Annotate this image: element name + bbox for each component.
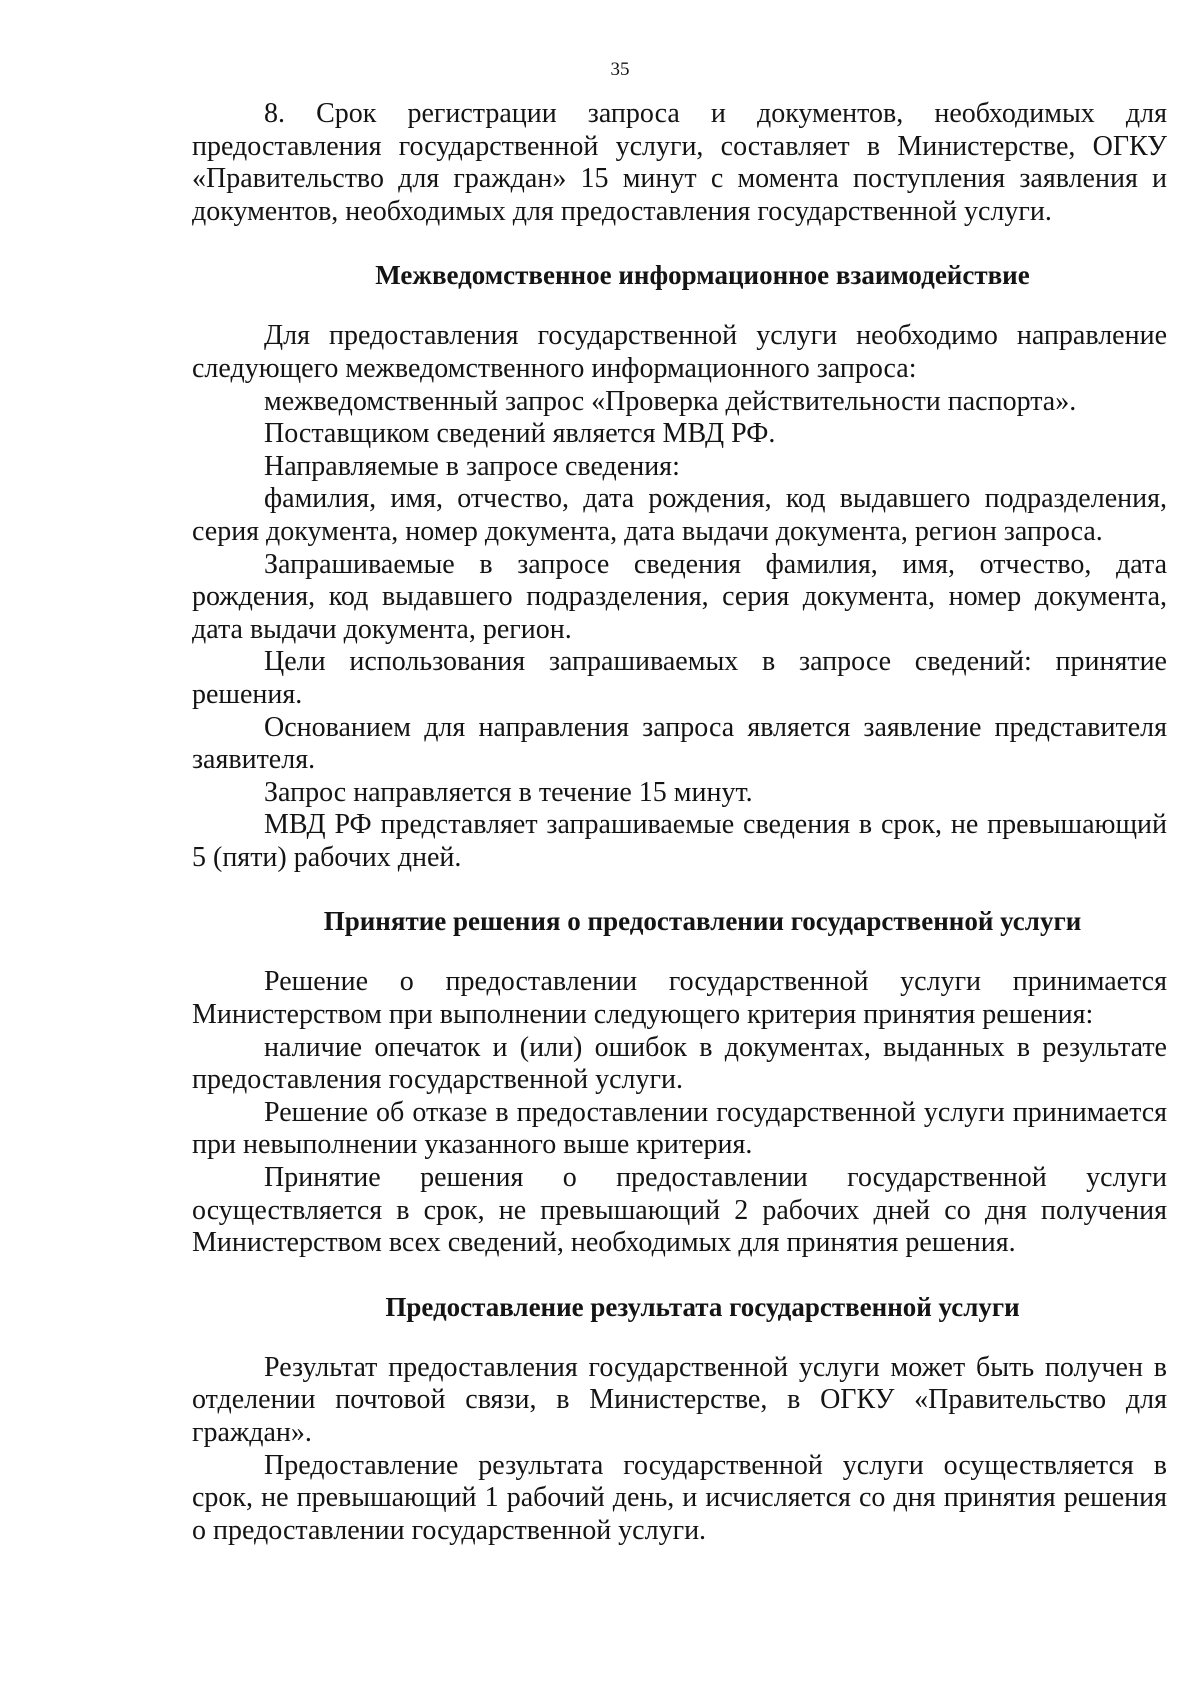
heading-interagency: Межведомственное информационное взаимодействие [375, 260, 1030, 291]
body-paragraph: Решение о предоставлении государственной услуги принимается Министерством при выполнении следующего критерия принятия решения: [192, 966, 1167, 1031]
body-paragraph: Результат предоставления государственной услуги может быть получен в отделении почтовой связи, в Министерстве, в ОГКУ «Правительство для граждан». [192, 1351, 1167, 1448]
body-paragraph: Решение об отказе в предоставлении государственной услуги принимается при невыполнении указанного выше критерия. [192, 1096, 1167, 1161]
body-paragraph: Основанием для направления запроса является заявление представителя заявителя. [192, 711, 1167, 776]
body-paragraph: Запрос направляется в течение 15 минут. [264, 776, 753, 808]
body-paragraph: Направляемые в запросе сведения: [264, 450, 680, 482]
page-number: 35 [610, 59, 630, 80]
body-paragraph: межведомственный запрос «Проверка действительности паспорта». [264, 385, 1077, 417]
body-paragraph: Поставщиком сведений является МВД РФ. [264, 418, 776, 450]
body-paragraph: фамилия, имя, отчество, дата рождения, код выдавшего подразделения, серия документа, номер документа, дата выдачи документа, регион запроса. [192, 483, 1167, 547]
body-paragraph: МВД РФ представляет запрашиваемые сведения в срок, не превышающий 5 (пяти) рабочих дней. [192, 809, 1167, 873]
document-body [192, 98, 1167, 1547]
heading-result: Предоставление результата государственной услуги [385, 1291, 1020, 1322]
body-paragraph: Принятие решения о предоставлении государственной услуги осуществляется в срок, не превышающий 2 рабочих дней со дня получения Министерством всех сведений, необходимых для принятия решения. [192, 1162, 1167, 1259]
body-paragraph: Предоставление результата государственной услуги осуществляется в срок, не превышающий 1 рабочий день, и исчисляется со дня принятия решения о предоставлении государственной услуги. [192, 1449, 1167, 1546]
body-paragraph: Запрашиваемые в запросе сведения фамилия, имя, отчество, дата рождения, код выдавшего подразделения, серия документа, номер документа, дата выдачи документа, регион. [192, 548, 1167, 645]
body-paragraph: Цели использования запрашиваемых в запросе сведений: принятие решения. [192, 646, 1167, 710]
heading-decision: Принятие решения о предоставлении государственной услуги [323, 906, 1082, 937]
body-paragraph: Для предоставления государственной услуги необходимо направление следующего межведомственного информационного запроса: [192, 320, 1167, 384]
intro-paragraph: 8. Срок регистрации запроса и документов, необходимых для предоставления государственной услуги, составляет в Министерстве, ОГКУ «Правительство для граждан» 15 минут с момента поступления заявления и документов, необходимых для предоставления государственной услуги. [192, 98, 1167, 227]
body-paragraph: наличие опечаток и (или) ошибок в документах, выданных в результате предоставления государственной услуги. [192, 1031, 1167, 1096]
